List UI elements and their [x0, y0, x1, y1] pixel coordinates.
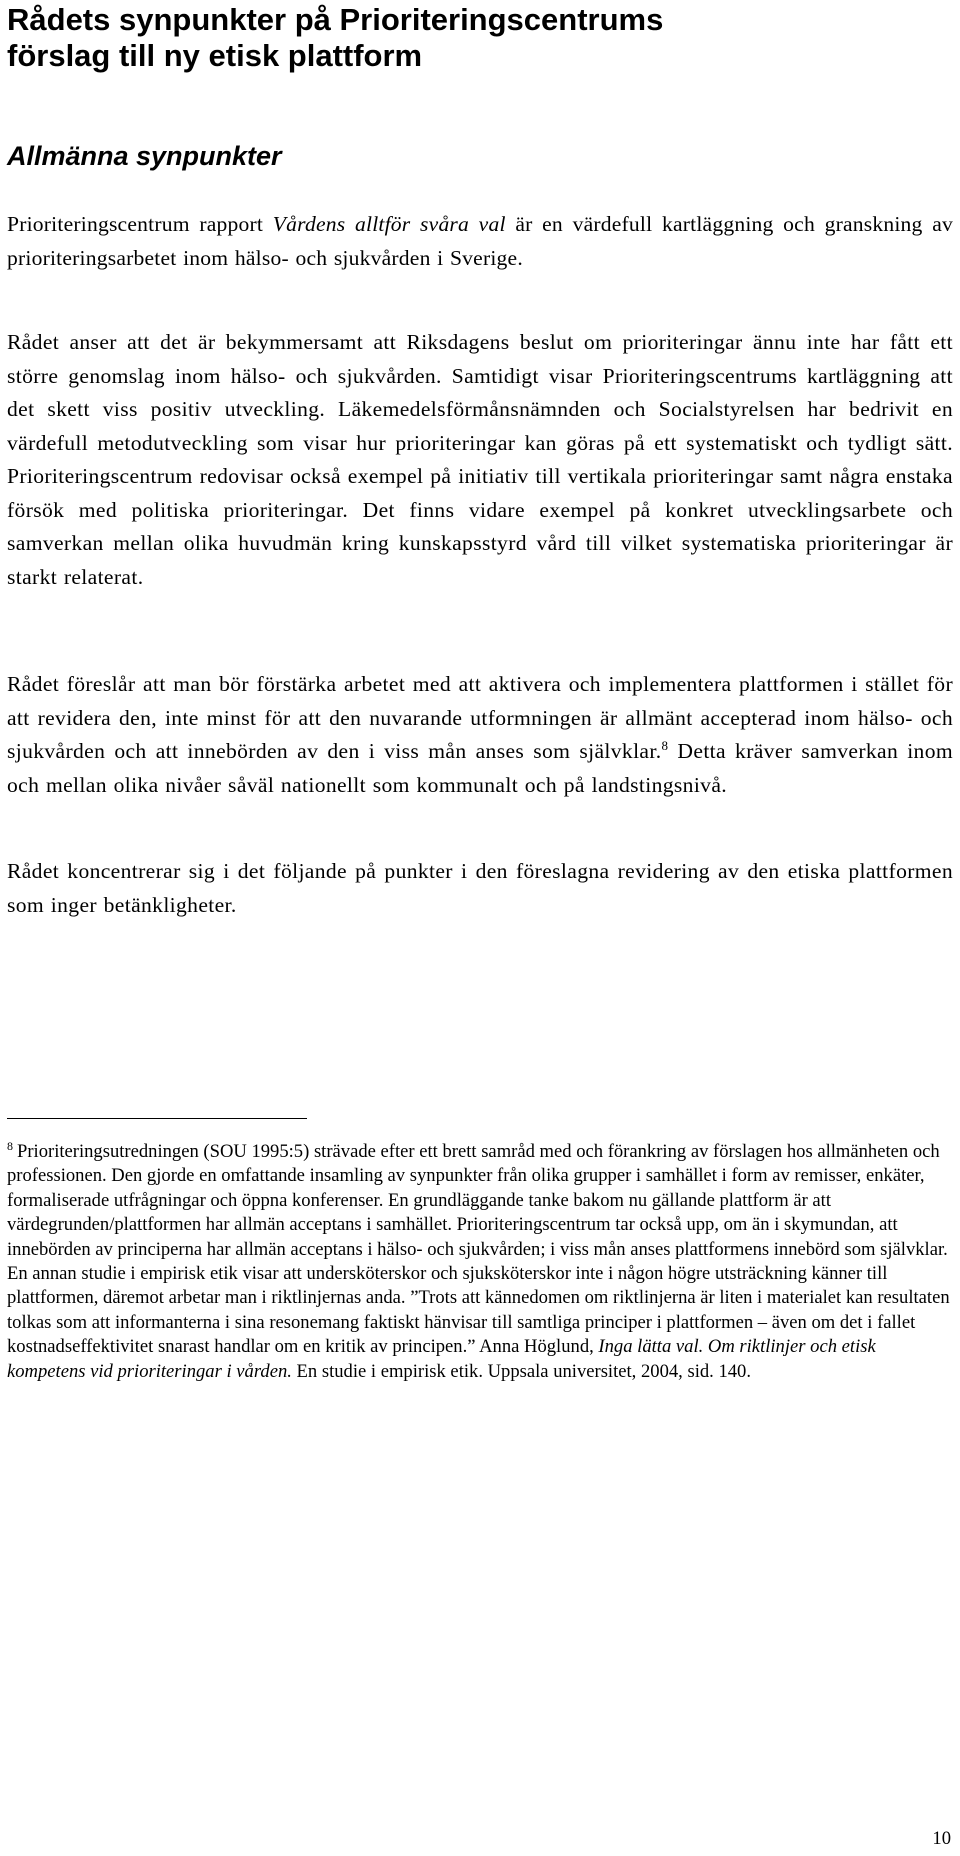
paragraph-intro-text-end: är en värdefull kartläggning och granskning av prioriteringsarbetet inom hälso- och sjukvården i Sverige. — [7, 212, 953, 270]
page-title-line-2: förslag till ny etisk plattform — [7, 38, 423, 73]
paragraph-intro-text-start: Prioriteringscentrum rapport — [7, 212, 273, 236]
paragraph-proposal-text-start: Rådet föreslår att man bör förstärka arbetet med att aktivera och implementera plattformen i stället för att revidera den, inte minst för att den nuvarande utformningen är allmänt accepterad inom hälso- och sjukvården och att innebörden av den i viss mån anses som självklar. — [7, 672, 953, 763]
paragraph-proposal — [7, 668, 953, 802]
section-heading: Allmänna synpunkter — [7, 141, 282, 171]
footnote-text-start: Prioriteringsutredningen (SOU 1995:5) strävade efter ett brett samråd med och förankring av förslagen hos allmänheten och professionen. Den gjorde en omfattande insamling av synpunkter från olika grupper i samhället i form av remisser, enkäter, formaliserade utfrågningar och öppna konferenser. En grundläggande tanke bakom nu gällande plattform är att värdegrunden/plattformen har allmän acceptans i samhället. Prioriteringscentrum tar också upp, om än i skymundan, att innebörden av principerna har allmän acceptans i hälso- och sjukvården; i viss mån anses plattformens innebörd som självklar. En annan studie i empirisk etik visar att undersköterskor och sjuksköterskor inte i någon högre utsträckning känner till plattformen, däremot arbetar man i riktlinjernas anda. ”Trots att kännedomen om riktlinjerna är liten i materialet kan resultaten tolkas som att informanterna i sina resonemang faktiskt hänvisar till samtliga principer i plattformen – även om det i fallet kostnadseffektivitet snarast handlar om en kritik av principen.” Anna Höglund, — [7, 1141, 950, 1358]
page-number: 10 — [932, 1828, 951, 1849]
footnote-number: 8 — [7, 1138, 13, 1153]
footnote-divider — [7, 1118, 307, 1119]
paragraph-proposal-text-end: Detta kräver samverkan inom och mellan olika nivåer såväl nationellt som kommunalt och på landstingsnivå. — [7, 739, 953, 797]
document-page — [7, 0, 953, 1856]
report-title: Vårdens alltför svåra val — [272, 212, 506, 236]
page-title — [7, 2, 953, 74]
footnote-text-end: En studie i empirisk etik. Uppsala universitet, 2004, sid. 140. — [291, 1360, 751, 1382]
paragraph-intro — [7, 208, 953, 275]
page-title-line-1: Rådets synpunkter på Prioriteringscentrums — [7, 2, 664, 37]
footnote-reference[interactable]: 8 — [661, 737, 669, 753]
paragraph-assessment: Rådet anser att det är bekymmersamt att Riksdagens beslut om prioriteringar ännu inte har fått ett större genomslag inom hälso- och sjukvården. Samtidigt visar Prioriteringscentrums kartläggning att det skett viss positiv utveckling. Läkemedelsförmånsnämnden och Socialstyrelsen har bedrivit en värdefull metodutveckling som visar hur prioriteringar kan göras på ett systematiskt och tydligt sätt. Prioriteringscentrum redovisar också exempel på initiativ till vertikala prioriteringar samt några enstaka försök med politiska prioriteringar. Det finns vidare exempel på konkret utvecklingsarbete och samverkan mellan olika huvudmän kring kunskapsstyrd vård till vilket systematiska prioriteringar är starkt relaterat. — [7, 330, 953, 589]
paragraph-focus: Rådet koncentrerar sig i det följande på punkter i den föreslagna revidering av den etiska plattformen som inger betänkligheter. — [7, 859, 953, 917]
footnote-cited-title: Inga lätta val. Om riktlinjer och etisk kompetens vid prioriteringar i vården. — [7, 1336, 876, 1382]
footnote — [7, 1140, 953, 1384]
